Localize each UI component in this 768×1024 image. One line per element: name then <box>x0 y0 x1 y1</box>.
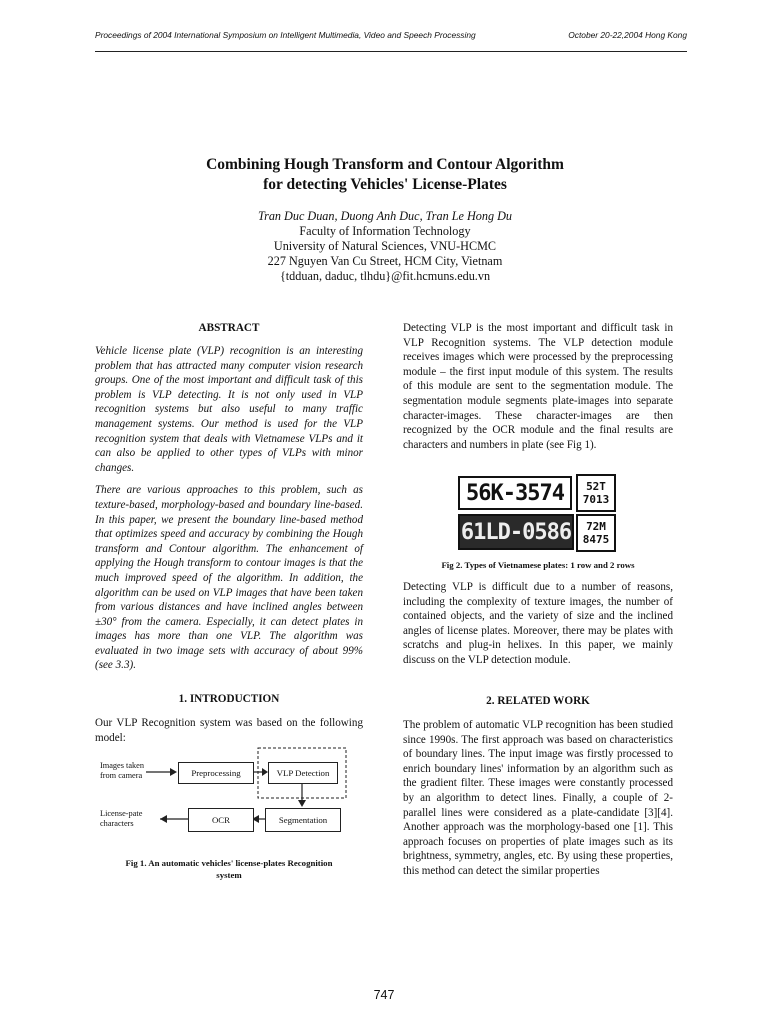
ocr-box: OCR <box>188 808 254 832</box>
paper-title <box>120 155 650 195</box>
related-work-heading: 2. RELATED WORK <box>486 695 590 707</box>
abstract-heading: ABSTRACT <box>198 322 260 334</box>
author-block <box>120 209 650 284</box>
affiliation-university: University of Natural Sciences, VNU-HCMC <box>273 239 497 253</box>
header-proceedings: Proceedings of 2004 International Symposium on Intelligent Multimedia, Video and Speech Processing <box>95 30 476 40</box>
detection-paragraph-1: Detecting VLP is the most important and difficult task in VLP Recognition systems. The VLP detection module receives images which were processed by the preprocessing module – the first input module of this system. The results of this module are sent to the segmentation module. The segmentation module segments plate-images into separate character-images. These character-images are then recognized by the OCR module and the final results are characters and numbers in plate (see Fig 1). <box>403 322 673 451</box>
preprocessing-box: Preprocessing <box>178 762 254 784</box>
figure-1-caption-line-1: Fig 1. An automatic vehicles' license-plates Recognition <box>125 858 333 868</box>
input-label-line-2: from camera <box>100 771 143 780</box>
plate-one-row-light: 56K-3574 <box>458 476 572 510</box>
header-rule <box>95 51 687 52</box>
plate-two-row-light-line-2: 7013 <box>582 493 610 506</box>
introduction-heading: 1. INTRODUCTION <box>178 693 280 705</box>
plate-two-row-light-line-1: 52T <box>586 480 606 493</box>
plate-two-row-dark <box>576 514 616 552</box>
arrow-head-3 <box>298 800 306 807</box>
running-header <box>95 30 687 40</box>
plate-one-row-dark: 61LD-0586 <box>458 514 574 550</box>
arrow-head-1 <box>170 768 177 776</box>
page-number: 747 <box>373 988 395 1002</box>
segmentation-box: Segmentation <box>265 808 341 832</box>
figure-2-plates <box>458 474 628 554</box>
affiliation-faculty: Faculty of Information Technology <box>299 224 471 238</box>
output-label-line-1: License-pate <box>100 809 143 818</box>
detection-paragraph-2: Detecting VLP is difficult due to a number of reasons, including the complexity of texture images, the number of contained objects, and the variety of size and the inclined angles of license plates. Moreover, there may be plates with scratchs and plug-in helixes. In this paper, we mainly discuss on the VLP detection module. <box>403 581 673 666</box>
title-line-2: for detecting Vehicles' License-Plates <box>263 176 507 193</box>
output-label <box>100 809 156 829</box>
abstract-paragraph-2: There are various approaches to this problem, such as texture-based, morphology-based and boundary line-based. In this paper, we present the boundary line-based method that optimizes speed and accuracy by combining the Hough transform and Contour algorithm. The enhancement of applying the Hough transform to contour images is that the much improved speed of the algorithm. In addition, the algorithm can be used on VLP images that have been taken from various distances and have inclined angles between ±30° from the camera. Especially, it can detect plates in images has more than one VLP. The algorithm was evaluated in two image sets with accuracy of about 99% (see 3.3). <box>95 484 363 672</box>
figure-1-diagram <box>100 745 362 845</box>
plate-two-row-dark-line-1: 72M <box>586 520 606 533</box>
vlp-detection-box: VLP Detection <box>268 762 338 784</box>
plate-two-row-light <box>576 474 616 512</box>
input-label <box>100 761 150 781</box>
header-date: October 20-22,2004 Hong Kong <box>568 30 687 40</box>
output-label-line-2: characters <box>100 819 134 828</box>
author-emails: {tdduan, daduc, tlhdu}@fit.hcmuns.edu.vn <box>279 269 491 283</box>
figure-2-caption: Fig 2. Types of Vietnamese plates: 1 row and 2 rows <box>441 560 635 570</box>
related-work-paragraph-1: The problem of automatic VLP recognition has been studied since 1990s. The first approach was based on characteristics of boundary lines. The input image was firstly processed to enrich boundary lines' information by an algorithm such as the gradient filter. These images were constantly processed by an algorithm to detect lines. Finally, a couple of 2-parallel lines were considered as a plate-candidate [3][4]. Another approach was the morphology-based one [1]. This approach focuses on properties of plate images such as its brightness, symmetry, angles, etc. By using these properties, this method can detect the similar properties <box>403 719 673 877</box>
plate-two-row-dark-line-2: 8475 <box>582 533 610 546</box>
abstract-body <box>95 344 363 673</box>
figure-1-caption-line-2: system <box>216 870 242 880</box>
figure-1-caption <box>95 857 363 881</box>
abstract-paragraph-1: Vehicle license plate (VLP) recognition is an interesting problem that has attracted many computer vision research groups. One of the most important and difficult task of this problem is VLP detecting. It is not only used in VLP recognition systems but also useful to many traffic management systems. Our method is used for the VLP recognition system that deals with Vietnamese VLPs and it can also be applied to other types of VLPs with minor changes. <box>95 345 363 474</box>
introduction-paragraph-1: Our VLP Recognition system was based on the following model: <box>95 717 363 744</box>
title-line-1: Combining Hough Transform and Contour Algorithm <box>206 156 564 173</box>
input-label-line-1: Images taken <box>100 761 145 770</box>
arrow-head-5 <box>160 815 167 823</box>
affiliation-address: 227 Nguyen Van Cu Street, HCM City, Vietnam <box>267 254 503 268</box>
author-names: Tran Duc Duan, Duong Anh Duc, Tran Le Hong Du <box>257 209 513 223</box>
